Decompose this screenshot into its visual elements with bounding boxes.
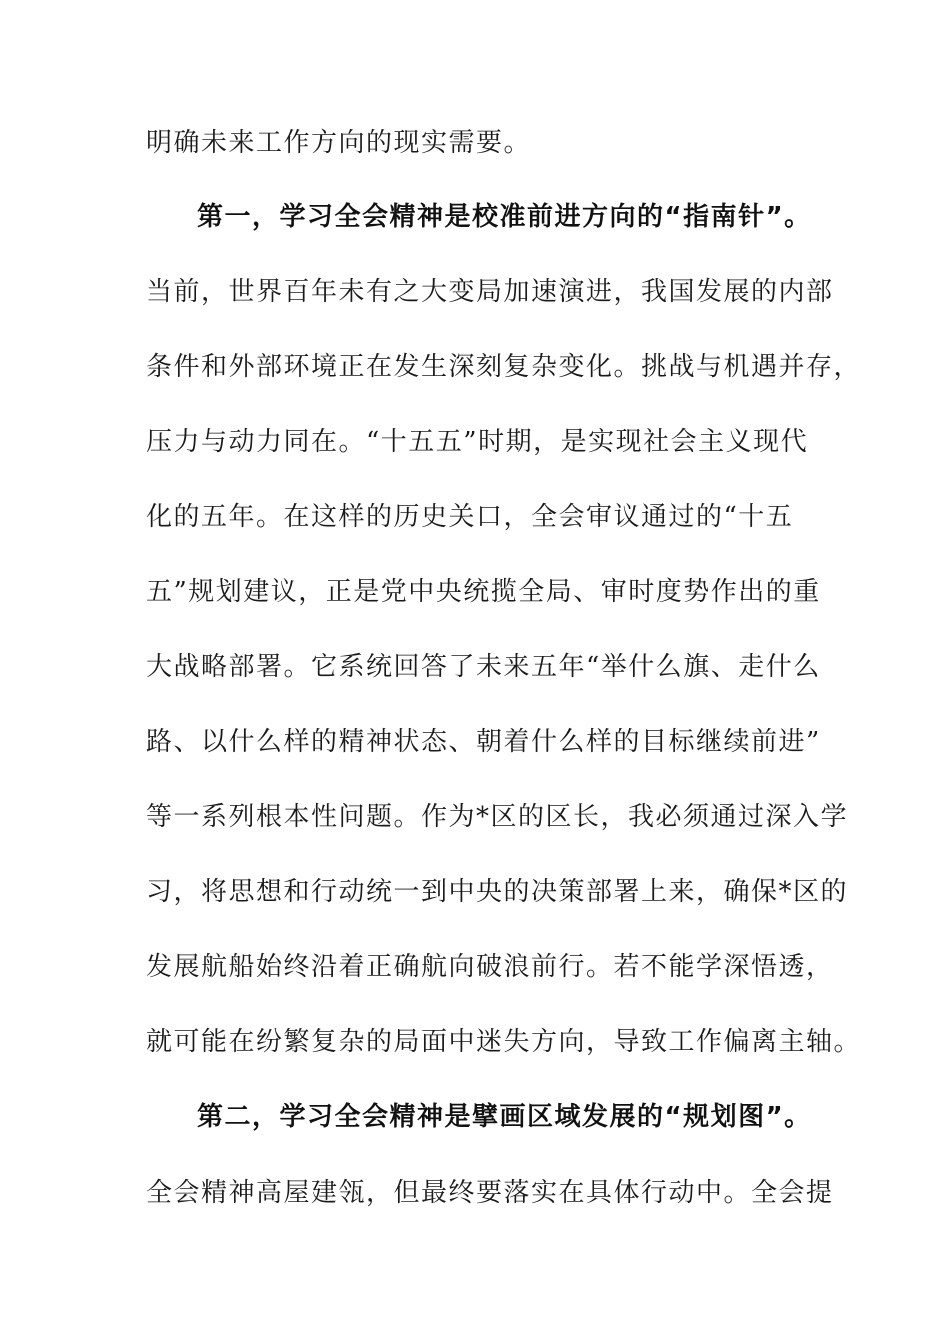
paragraph-line: 当前，世界百年未有之大变局加速演进，我国发展的内部 (146, 277, 834, 307)
paragraph-line: 大战略部署。它系统回答了未来五年“举什么旗、走什么 (146, 652, 821, 682)
paragraph-line: 发展航船始终沿着正确航向破浪前行。若不能学深悟透， (146, 952, 834, 982)
paragraph-line: 明确未来工作方向的现实需要。 (146, 128, 532, 158)
section-heading-1: 第一，学习全会精神是校准前进方向的“指南针”。 (197, 202, 812, 232)
section-heading-2: 第二，学习全会精神是擘画区域发展的“规划图”。 (197, 1102, 812, 1132)
paragraph-line: 化的五年。在这样的历史关口，全会审议通过的“十五 (146, 502, 794, 532)
paragraph-line: 条件和外部环境正在发生深刻复杂变化。挑战与机遇并存， (146, 352, 862, 382)
paragraph-line: 就可能在纷繁复杂的局面中迷失方向，导致工作偏离主轴。 (146, 1027, 862, 1057)
paragraph-line: 全会精神高屋建瓴，但最终要落实在具体行动中。全会提 (146, 1178, 834, 1208)
paragraph-line: 等一系列根本性问题。作为*区的区长，我必须通过深入学 (146, 802, 849, 832)
paragraph-line: 路、以什么样的精神状态、朝着什么样的目标继续前进” (146, 727, 821, 757)
paragraph-line: 五”规划建议，正是党中央统揽全局、审时度势作出的重 (146, 577, 821, 607)
paragraph-line: 压力与动力同在。“十五五”时期，是实现社会主义现代 (146, 427, 809, 457)
paragraph-line: 习，将思想和行动统一到中央的决策部署上来，确保*区的 (146, 877, 849, 907)
